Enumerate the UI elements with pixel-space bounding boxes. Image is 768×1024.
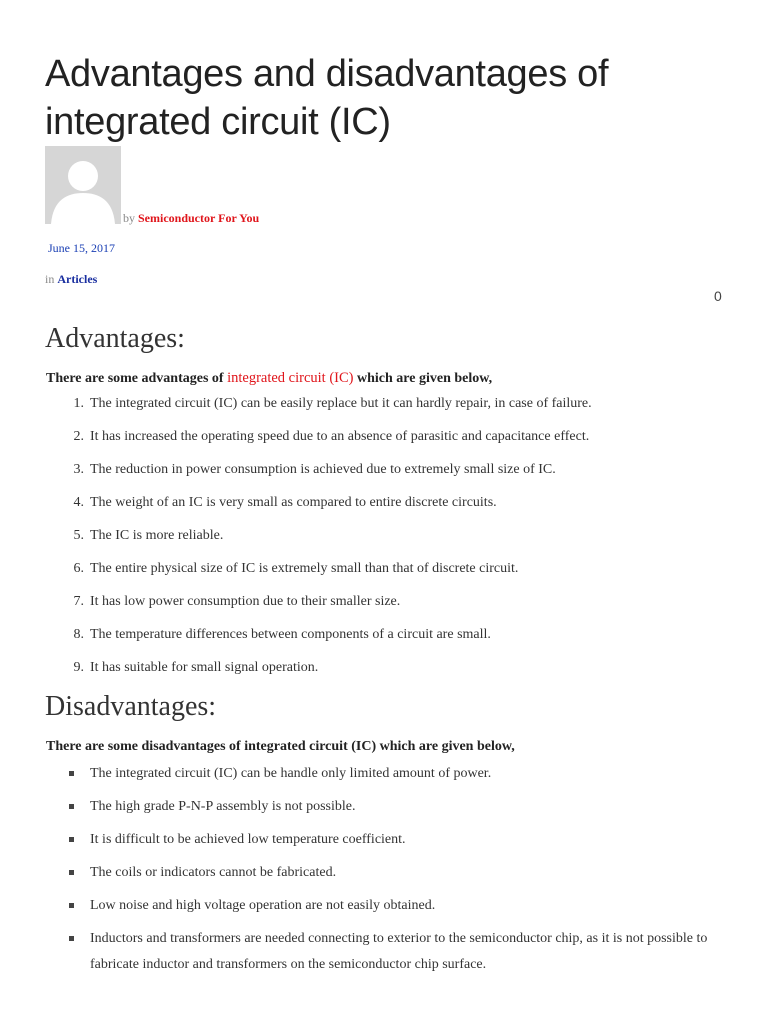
- square-bullet-icon: [69, 804, 74, 809]
- item-text: Low noise and high voltage operation are not easily obtained.: [90, 898, 436, 913]
- item-text: The temperature differences between components of a circuit are small.: [90, 627, 491, 642]
- list-item: [73, 558, 730, 591]
- item-number: 4.: [73, 495, 84, 510]
- list-item: [90, 829, 730, 862]
- list-item: [73, 459, 730, 492]
- item-text: The coils or indicators cannot be fabricated.: [90, 865, 337, 880]
- list-item: [90, 763, 730, 796]
- category-link[interactable]: Articles: [57, 272, 98, 286]
- square-bullet-icon: [69, 870, 74, 875]
- post-date[interactable]: June 15, 2017: [48, 241, 115, 255]
- item-number: 7.: [73, 594, 84, 609]
- item-text: The reduction in power consumption is achieved due to extremely small size of IC.: [90, 462, 556, 477]
- list-item: [90, 926, 730, 978]
- byline-prefix: by: [123, 211, 135, 225]
- item-number: 5.: [73, 528, 84, 543]
- advantages-intro-after: which are given below,: [353, 371, 493, 386]
- item-number: 1.: [73, 396, 84, 411]
- item-text: The integrated circuit (IC) can be handle only limited amount of power.: [90, 766, 492, 781]
- square-bullet-icon: [69, 837, 74, 842]
- list-item: [90, 895, 730, 928]
- integrated-circuit-link[interactable]: integrated circuit (IC): [227, 370, 354, 386]
- disadvantages-list: [90, 763, 730, 978]
- category-prefix: in: [45, 272, 55, 286]
- disadvantages-intro: There are some disadvantages of integrated circuit (IC) which are given below,: [46, 739, 515, 754]
- item-text: The weight of an IC is very small as compared to entire discrete circuits.: [90, 495, 497, 510]
- item-number: 9.: [73, 660, 84, 675]
- item-text: It has suitable for small signal operation.: [90, 660, 319, 675]
- item-text: The entire physical size of IC is extremely small than that of discrete circuit.: [90, 561, 519, 576]
- advantages-list: [73, 393, 730, 690]
- square-bullet-icon: [69, 936, 74, 941]
- list-item: [73, 426, 730, 459]
- item-text: It has increased the operating speed due to an absence of parasitic and capacitance effect.: [90, 429, 590, 444]
- item-number: 8.: [73, 627, 84, 642]
- page-title: Advantages and disadvantages of integrated circuit (IC): [45, 53, 609, 143]
- item-text: It has low power consumption due to their smaller size.: [90, 594, 401, 609]
- advantages-intro-before: There are some advantages of: [46, 371, 228, 386]
- list-item: [90, 862, 730, 895]
- item-text: Inductors and transformers are needed connecting to exterior to the semiconductor chip, as it is not possible to fabricate inductor and transformers on the semiconductor chip surface.: [90, 931, 708, 972]
- item-text: The IC is more reliable.: [90, 528, 224, 543]
- advantages-heading: Advantages:: [45, 323, 185, 354]
- disadvantages-heading: Disadvantages:: [45, 691, 217, 722]
- item-number: 2.: [73, 429, 84, 444]
- author-link[interactable]: Semiconductor For You: [138, 211, 260, 225]
- list-item: [73, 591, 730, 624]
- item-text: It is difficult to be achieved low temperature coefficient.: [90, 832, 406, 847]
- item-number: 6.: [73, 561, 84, 576]
- list-item: [90, 796, 730, 829]
- list-item: [73, 624, 730, 657]
- byline: [123, 211, 259, 226]
- item-text: The high grade P-N-P assembly is not possible.: [90, 799, 356, 814]
- list-item: [73, 525, 730, 558]
- list-item: [73, 657, 730, 690]
- avatar-silhouette-icon: [45, 146, 121, 224]
- list-item: [73, 393, 730, 426]
- author-avatar[interactable]: [45, 146, 121, 224]
- comment-count[interactable]: 0: [714, 288, 722, 304]
- square-bullet-icon: [69, 903, 74, 908]
- category-line: [45, 272, 97, 287]
- item-number: 3.: [73, 462, 84, 477]
- square-bullet-icon: [69, 771, 74, 776]
- advantages-intro: [46, 370, 492, 387]
- list-item: [73, 492, 730, 525]
- item-text: The integrated circuit (IC) can be easily replace but it can hardly repair, in case of failure.: [90, 396, 592, 411]
